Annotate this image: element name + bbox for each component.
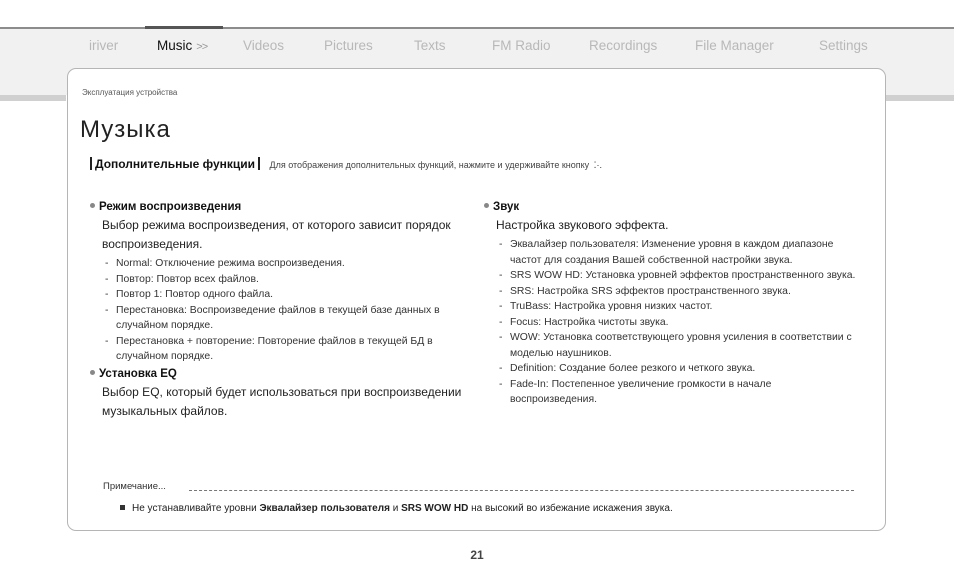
- section-bar-left: [90, 157, 92, 170]
- list-item: - Эквалайзер пользователя: Изменение уровня в каждом диапазоне частот для создания Вашей собственной настройки звука.: [496, 237, 856, 268]
- list-item: - Перестановка: Воспроизведение файлов в текущей базе данных в случайном порядке.: [102, 303, 470, 334]
- menu-button-icon: ⁚·: [593, 160, 600, 170]
- nav-item-pictures[interactable]: Pictures: [324, 38, 373, 53]
- nav-item-fm-radio[interactable]: FM Radio: [492, 38, 551, 53]
- nav-item-music[interactable]: [157, 38, 207, 53]
- nav-band-edge-right: [886, 95, 954, 101]
- page-number: 21: [470, 548, 484, 562]
- nav-item-music-label: Music: [157, 38, 193, 53]
- right-column: [484, 198, 856, 408]
- note-text-after: на высокий во избежание искажения звука.: [471, 503, 673, 514]
- nav-item-videos[interactable]: Videos: [243, 38, 285, 53]
- eq-heading-text: Установка EQ: [99, 367, 177, 380]
- nav-band-edge-left: [0, 95, 66, 101]
- list-item: - Focus: Настройка чистоты звука.: [496, 315, 856, 331]
- nav-item-settings[interactable]: Settings: [819, 38, 868, 53]
- chevron-right-icon: >>: [196, 41, 208, 53]
- list-item: - Повтор 1: Повтор одного файла.: [102, 287, 470, 303]
- eq-heading: [90, 365, 470, 383]
- playback-mode-heading-text: Режим воспроизведения: [99, 201, 242, 213]
- note-text-before: Не устанавливайте уровни: [132, 503, 257, 514]
- top-nav: [0, 38, 954, 58]
- sound-list: [496, 237, 856, 408]
- list-item: - SRS: Настройка SRS эффектов пространственного звука.: [496, 284, 856, 300]
- bullet-icon: [90, 203, 95, 208]
- list-item: - WOW: Установка соответствующего уровня усиления в соответствии с моделью наушников.: [496, 330, 856, 361]
- section-description: Для отображения дополнительных функций, нажмите и удерживайте кнопку: [269, 160, 590, 170]
- playback-mode-list: [102, 256, 470, 365]
- list-item: - Normal: Отключение режима воспроизведения.: [102, 256, 470, 272]
- list-item: - Fade-In: Постепенное увеличение громкости в начале воспроизведения.: [496, 377, 856, 408]
- note-divider: [189, 490, 854, 491]
- nav-item-iriver[interactable]: iriver: [89, 38, 119, 53]
- note-bold-eq: Эквалайзер пользователя: [259, 503, 390, 514]
- bullet-icon: [484, 203, 489, 208]
- list-item: - Definition: Создание более резкого и четкого звука.: [496, 361, 856, 377]
- sound-heading: [484, 198, 856, 216]
- sound-heading-text: Звук: [493, 201, 520, 213]
- playback-mode-heading: [90, 198, 470, 216]
- note-text: [120, 503, 673, 514]
- eq-intro: Выбор EQ, который будет использоваться при воспроизведении музыкальных файлов.: [102, 384, 462, 418]
- square-bullet-icon: [120, 505, 125, 510]
- bullet-icon: [90, 370, 95, 375]
- nav-item-recordings[interactable]: Recordings: [589, 38, 658, 53]
- nav-item-texts[interactable]: Texts: [414, 38, 446, 53]
- list-item: - Повтор: Повтор всех файлов.: [102, 272, 470, 288]
- section-end: .: [599, 160, 602, 170]
- left-column: [90, 198, 470, 423]
- section-header: [90, 155, 602, 173]
- section-label: Дополнительные функции: [95, 157, 256, 171]
- content-panel: [67, 68, 886, 531]
- note-label: Примечание...: [103, 481, 166, 492]
- page-title: Музыка: [80, 116, 171, 144]
- list-item: - Перестановка + повторение: Повторение файлов в текущей БД в случайном порядке.: [102, 334, 470, 365]
- breadcrumb: Эксплуатация устройства: [82, 88, 178, 97]
- list-item: - TruBass: Настройка уровня низких частот.: [496, 299, 856, 315]
- note-text-mid: и: [392, 503, 399, 514]
- note-bold-srs: SRS WOW HD: [401, 503, 469, 514]
- list-item: - SRS WOW HD: Установка уровней эффектов пространственного звука.: [496, 268, 856, 284]
- nav-item-file-manager[interactable]: File Manager: [695, 38, 774, 53]
- section-bar-right: [258, 157, 260, 170]
- playback-mode-intro: Выбор режима воспроизведения, от которого зависит порядок воспроизведения.: [102, 218, 451, 251]
- sound-intro: Настройка звукового эффекта.: [496, 218, 669, 232]
